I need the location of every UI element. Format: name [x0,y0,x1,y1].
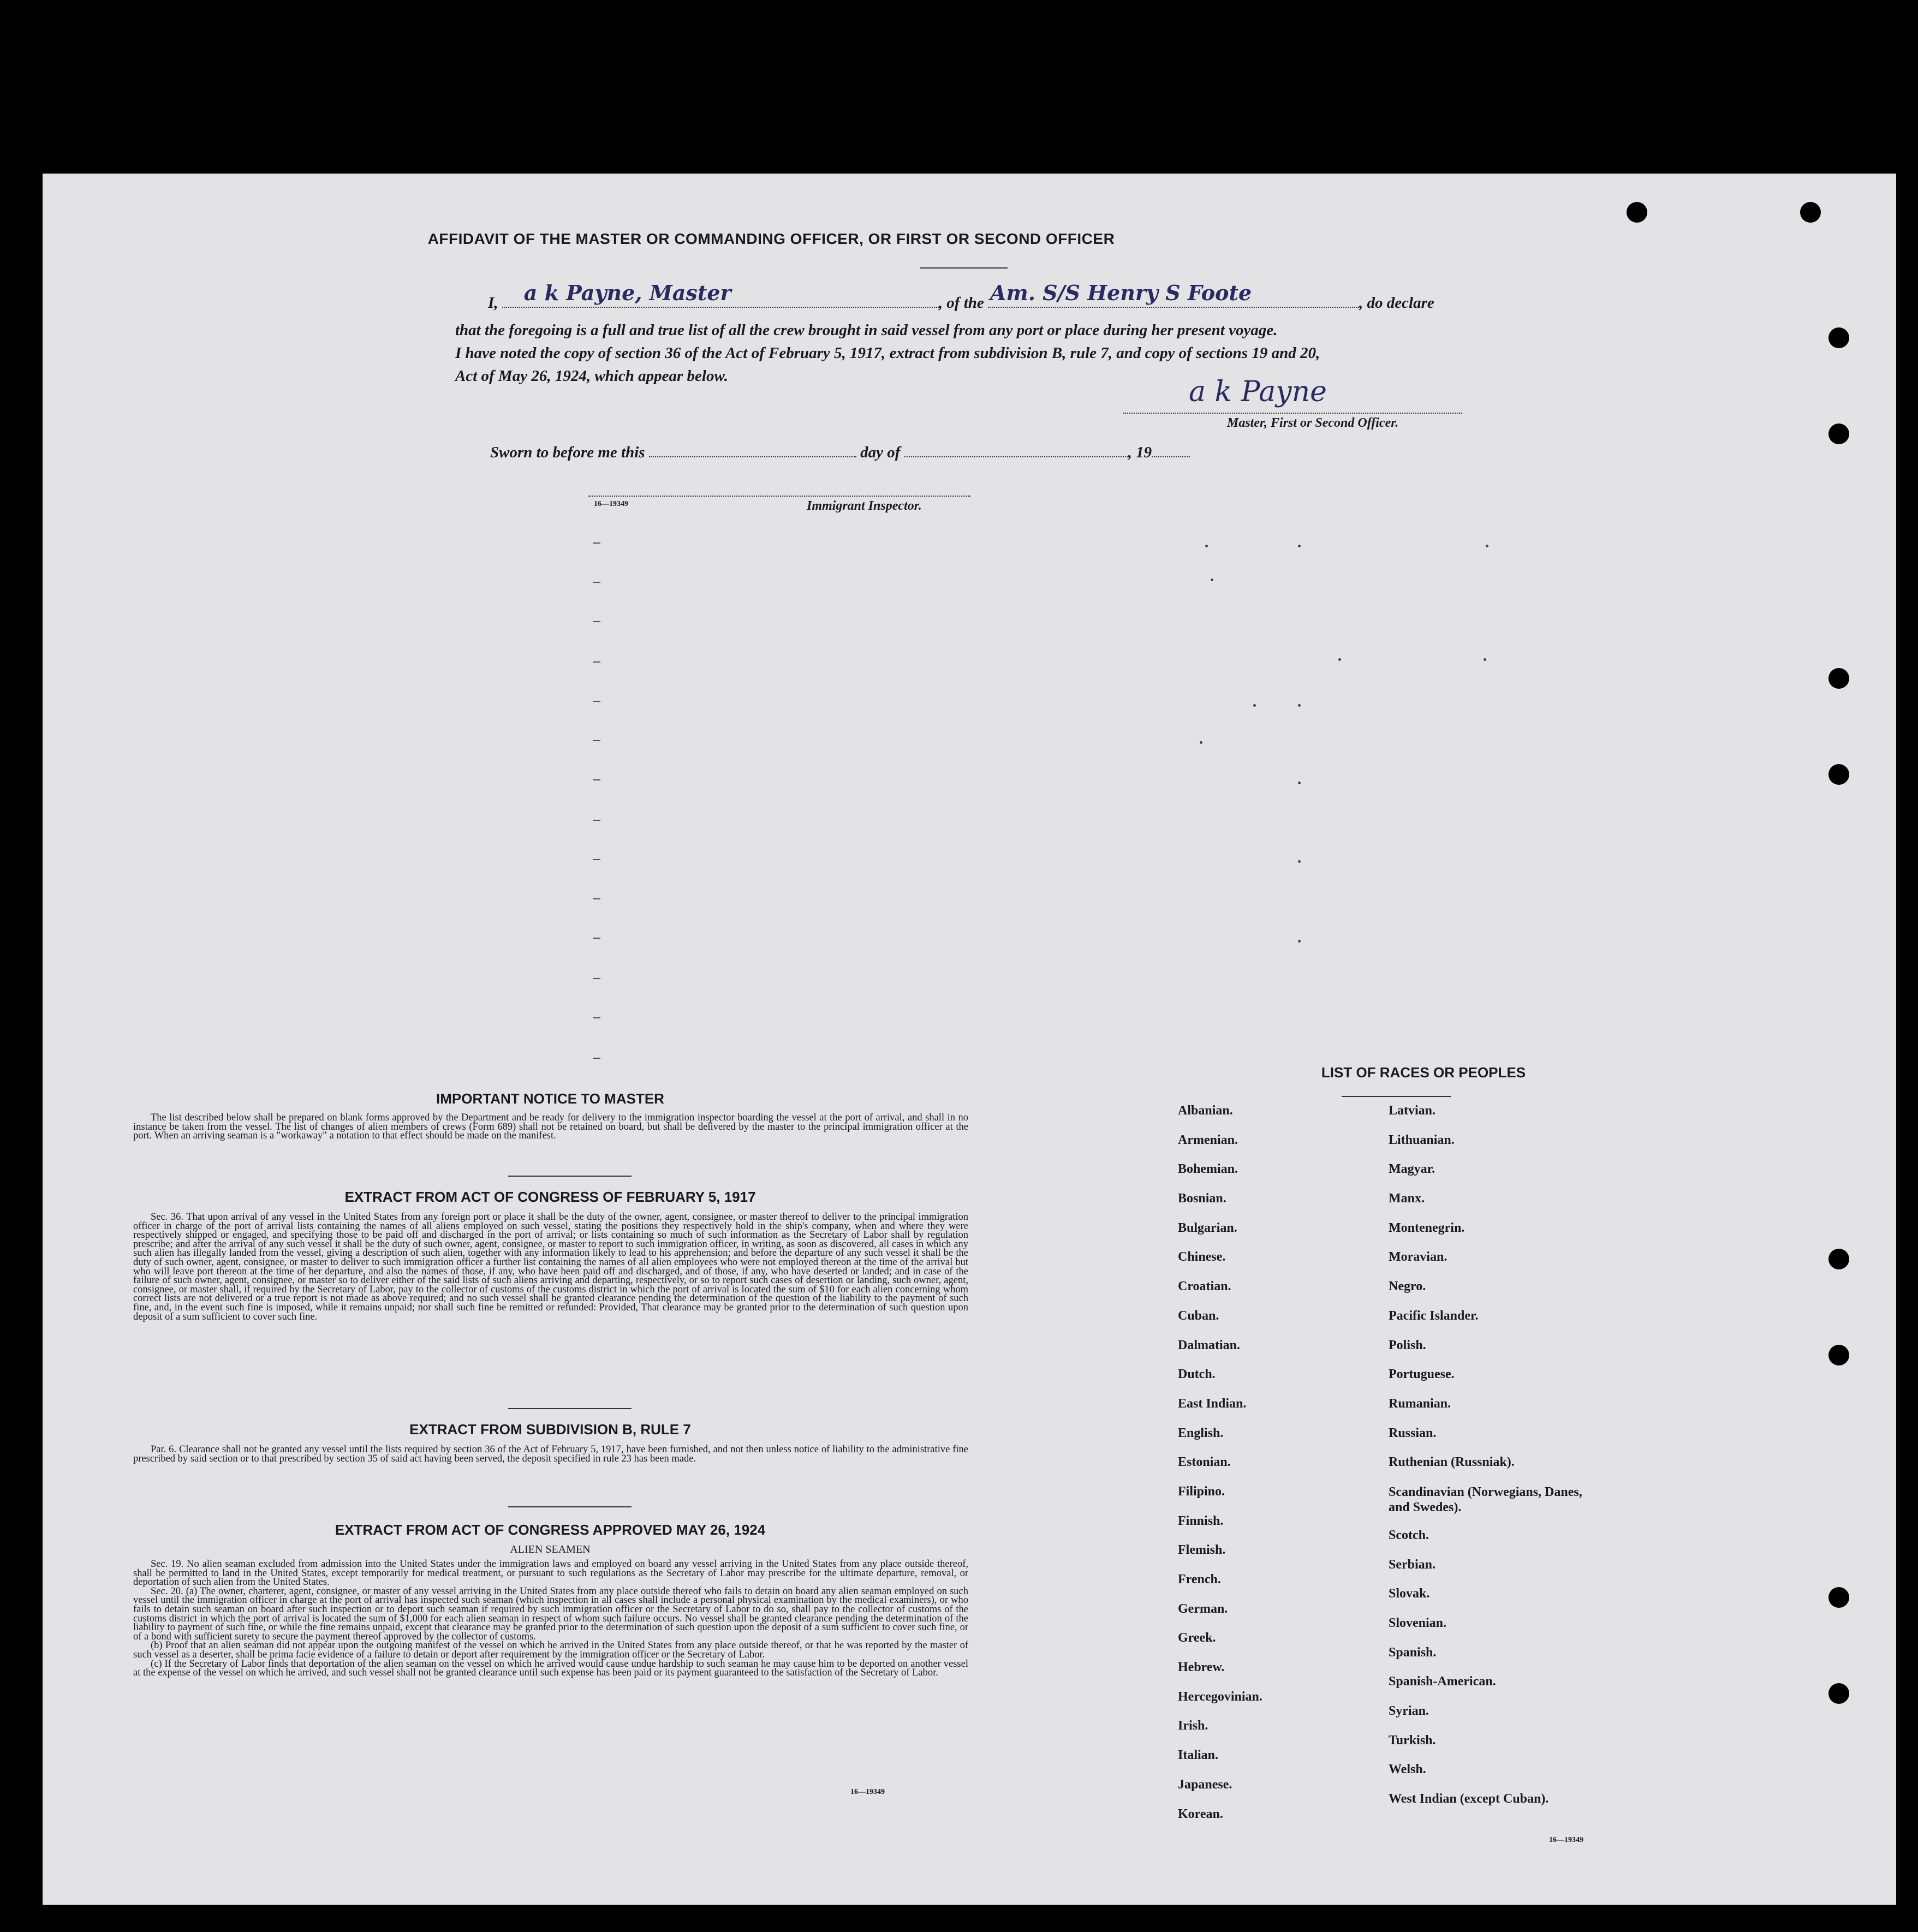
declaration-line-3: I have noted the copy of section 36 of the Act of February 5, 1917, extract from subdivision B, rule 7, and copy of sections 19 and 20, [455,344,1320,362]
stray-mark [1298,545,1301,547]
race-item: Montenegrin. [1389,1220,1465,1235]
races-column-1 [1178,1104,1374,1836]
row-tick [593,582,600,583]
day-of-label: day of [860,444,901,461]
of-the-label: , of the [938,294,984,312]
notice-title: IMPORTANT NOTICE TO MASTER [436,1090,664,1107]
race-item: Serbian. [1389,1557,1436,1572]
row-tick [593,542,600,544]
divider [508,1408,632,1409]
punch-hole [1828,1683,1849,1704]
divider [508,1176,632,1177]
race-item: Negro. [1389,1279,1426,1294]
rule-7-title: EXTRACT FROM SUBDIVISION B, RULE 7 [409,1421,691,1438]
row-tick [593,898,600,899]
race-item: Albanian. [1178,1104,1233,1118]
stray-mark [1205,545,1208,547]
year-label: , 19 [1128,444,1152,461]
race-item: Pacific Islander. [1389,1308,1479,1323]
row-tick [593,740,600,741]
race-item: Japanese. [1178,1777,1232,1792]
race-item: Lithuanian. [1389,1132,1455,1147]
race-item: English. [1178,1426,1224,1440]
stray-mark [1253,704,1256,707]
race-item: Ruthenian (Russniak). [1389,1455,1515,1470]
sworn-label: Sworn to before me this [490,444,645,461]
race-item: Manx. [1389,1191,1425,1206]
race-item: Slovenian. [1389,1616,1447,1630]
punch-hole [1828,764,1849,785]
punch-hole [1828,327,1849,348]
signature-handwriting: a k Payne [1189,375,1327,408]
punch-hole [1828,1345,1849,1365]
punch-hole [1828,1249,1849,1269]
race-item: West Indian (except Cuban). [1389,1792,1549,1806]
alien-seamen-subtitle: ALIEN SEAMEN [510,1543,591,1555]
act-1924-form-number: 16—19349 [850,1788,885,1796]
stray-mark [1338,658,1341,661]
races-column-2 [1389,1104,1672,1821]
race-item: German. [1178,1601,1228,1616]
punch-hole [1627,202,1647,223]
master-name-handwriting: a k Payne, Master [523,281,731,305]
punch-hole [1828,424,1849,444]
sworn-month-field [904,442,1128,457]
act-1917-text [133,1213,968,1321]
act-1917-title: EXTRACT FROM ACT OF CONGRESS OF FEBRUARY 5, 1917 [344,1189,756,1205]
row-tick [593,820,600,821]
race-item: Finnish. [1178,1513,1224,1528]
stray-mark [1298,782,1301,784]
races-divider [1342,1096,1451,1097]
sworn-line [490,441,1309,464]
stray-mark [1298,860,1301,863]
inspector-label: Immigrant Inspector. [807,499,922,513]
sec-20a-paragraph: Sec. 20. (a) The owner, charterer, agent, consignee, or master of any vessel arriving in the United States from any place outside thereof who fails to detain on board any alien seaman employed on such vessel until the immigration officer in charge at the port of arrival has inspected such seaman (which inspection in all cases shall include a personal physical examination by the medical examiners), or who fails to detain such seaman on board after such inspection or to deport such seaman if required by such immigration officer or the Secretary of Labor to do so, shall pay to the collector of customs of the customs district in which the port of arrival is located the sum of $1,000 for each alien seaman in respect of whom such failure occurs. No vessel shall be granted clearance pending the determination of the liability to payment of such fine, or while the fine remains unpaid, except that clearance may be granted prior to the determination of such question upon the deposit of a sum sufficient to cover such fine, or of a bond with sufficient surety to secure the payment thereof approved by the collector of customs. [133,1585,968,1642]
stray-mark [1298,704,1301,707]
row-tick [593,859,600,860]
row-tick [593,1017,600,1018]
sworn-day-field [649,442,856,457]
race-item: Spanish-American. [1389,1674,1496,1689]
row-tick [593,1058,600,1059]
race-item: Croatian. [1178,1279,1231,1294]
races-title: LIST OF RACES OR PEOPLES [1321,1064,1526,1081]
race-item: Estonian. [1178,1455,1231,1470]
race-item: Korean. [1178,1806,1223,1821]
race-item: East Indian. [1178,1396,1247,1411]
race-item: Dalmatian. [1178,1338,1240,1352]
race-item: Scotch. [1389,1528,1429,1542]
race-item: Irish. [1178,1719,1208,1733]
affidavit-form-number: 16—19349 [594,500,628,508]
inspector-line [588,496,970,497]
sec-36-paragraph: Sec. 36. That upon arrival of any vessel in the United States from any foreign port or place it shall be the duty of the owner, agent, consignee, or master thereof to deliver to the principal immigration officer in charge of the port of arrival lists containing the names of all aliens employed on such vessel, stating the positions they respectively hold in the ship's company, when and where they were respectively shipped or engaged, and specifying those to be paid off and discharged in the port of arrival; or lists containing so much of such information as the Secretary of Labor shall by regulation prescribe; and after the arrival of any such vessel it shall be the duty of such owner, agent, consignee, or master to report to such immigration officer, in writing, as soon as discovered, all cases in which any such alien has illegally landed from the vessel, giving a description of such alien, together with any information likely to lead to his apprehension; and before the departure of any such vessel it shall be the duty of such owner, agent, consignee, or master to deliver to such immigration officer a further list containing the names of all alien employees who were not employed thereon at the time of the arrival but who will leave port thereon at the time of her departure, and also the names of those, if any, who have been paid off and discharged, and of those, if any, who have deserted or landed; and in case of the failure of such owner, agent, consignee, or master so to deliver either of the said lists of such aliens arriving and departing, respectively, or so to report such cases of desertion or landing, such owner, agent, consignee, or master shall, if required by the Secretary of Labor, pay to the collector of customs of the customs district in which the port of arrival is located the sum of $10 for each alien concerning whom correct lists are not delivered or a true report is not made as above required; and no such vessel shall be granted clearance pending the determination of the question of the liability to the payment of such fine, and, in the event such fine is imposed, while it remains unpaid; nor shall such fine be remitted or refunded: Provided, That clearance may be granted prior to the determination of such question upon deposit of a sum sufficient to cover such fine. [133,1212,968,1322]
race-item: Turkish. [1389,1733,1436,1748]
race-item: Syrian. [1389,1704,1429,1719]
row-tick [593,661,600,663]
race-item: Rumanian. [1389,1396,1451,1411]
notice-paragraph: The list described below shall be prepared on blank forms approved by the Department and be ready for delivery to the immigration inspector boarding the vessel at the port of arrival, and shall in no instance be taken from the vessel. The list of changes of alien members of crews (Form 689) shall not be retained on board, but shall be delivered by the master to the principal immigration officer at the port. When an arriving seaman is a "workaway" a notation to that effect should be made on the manifest. [133,1112,968,1142]
stray-mark [1200,741,1202,744]
act-1924-title: EXTRACT FROM ACT OF CONGRESS APPROVED MAY 26, 1924 [335,1522,766,1538]
race-item: Magyar. [1389,1162,1435,1177]
sworn-year-field [1152,442,1190,457]
race-item: Cuban. [1178,1308,1219,1323]
race-item: Moravian. [1389,1250,1448,1265]
title-divider [920,267,1008,269]
race-item: Slovak. [1389,1587,1430,1601]
stray-mark [1211,579,1213,581]
race-item: Filipino. [1178,1484,1225,1499]
row-tick [593,701,600,702]
declaration-line-1 [488,281,1536,314]
race-item: Portuguese. [1389,1367,1455,1382]
race-item: Armenian. [1178,1132,1238,1147]
race-item: Bulgarian. [1178,1220,1237,1235]
race-item: Hercegovinian. [1178,1689,1262,1704]
race-item: Spanish. [1389,1645,1437,1660]
punch-hole [1828,1587,1849,1608]
race-item: Chinese. [1178,1250,1226,1265]
race-item: Russian. [1389,1426,1437,1440]
race-item: Flemish. [1178,1543,1226,1558]
stray-mark [1486,545,1488,547]
declaration-line-2: that the foregoing is a full and true list of all the crew brought in said vessel from any port or place during her present voyage. [455,321,1278,339]
punch-hole [1828,668,1849,689]
document-sheet [43,174,1896,1905]
race-item: Bosnian. [1178,1191,1226,1206]
act-1924-text [133,1560,968,1678]
declaration-line-4: Act of May 26, 1924, which appear below. [455,367,728,385]
divider [508,1506,632,1507]
sec-20c-paragraph: (c) If the Secretary of Labor finds that deportation of the alien seaman on the vessel on which he arrived would cause undue hardship to such seaman he may cause him to be deported on another vessel at the expense of the vessel on which he arrived, and such vessel shall not be granted clearance until such expense has been paid or its payment guaranteed to the satisfaction of the Secretary of Labor. [133,1658,968,1679]
race-item: Scandinavian (Norwegians, Danes, and Swedes). [1389,1484,1582,1514]
row-tick [593,621,600,622]
race-item: Polish. [1389,1338,1426,1352]
race-item: Bohemian. [1178,1162,1238,1177]
row-tick [593,779,600,780]
i-label: I, [488,294,498,312]
row-tick [593,938,600,939]
race-item: French. [1178,1572,1221,1587]
race-item: Latvian. [1389,1104,1436,1118]
rule-7-text [133,1445,968,1463]
notice-text [133,1113,968,1141]
master-name-field [502,281,939,308]
stray-mark [1484,658,1486,661]
sec-20b-paragraph: (b) Proof that an alien seaman did not appear upon the outgoing manifest of the vessel on which he arrived in the United States from any place outside thereof, or that he was reported by the master of such vessel as a deserter, shall be prima facie evidence of a failure to detain or deport after requirement by the immigration officer or the Secretary of Labor. [133,1640,968,1660]
do-declare-label: , do declare [1359,294,1434,312]
race-item: Greek. [1178,1631,1216,1645]
row-tick [593,978,600,979]
race-item: Hebrew. [1178,1660,1225,1675]
sec-19-paragraph: Sec. 19. No alien seaman excluded from admission into the United States under the immigration laws and employed on board any vessel arriving in the United States from any place outside thereof, shall be permitted to land in the United States, except temporarily for medical treatment, or pursuant to such regulations as the Secretary of Labor may prescribe for the ultimate departure, removal, or deportation of such alien from the United States. [133,1559,968,1588]
affidavit-title: AFFIDAVIT OF THE MASTER OR COMMANDING OFFICER, OR FIRST OR SECOND OFFICER [427,230,1115,247]
stray-mark [1298,940,1301,943]
signature-label: Master, First or Second Officer. [1227,416,1399,430]
par-6-paragraph: Par. 6. Clearance shall not be granted any vessel until the lists required by section 36 of the Act of February 5, 1917, have been furnished, and not then unless notice of liability to the administrative fine prescribed by said section or to that prescribed by section 35 of said act having been served, the deposit specified in rule 23 has been made. [133,1444,968,1464]
race-item: Italian. [1178,1748,1219,1763]
races-form-number: 16—19349 [1549,1836,1583,1844]
vessel-name-handwriting: Am. S/S Henry S Foote [990,281,1252,305]
race-item: Welsh. [1389,1762,1426,1777]
signature-line [1123,413,1462,414]
vessel-name-field [988,281,1359,308]
race-item: Dutch. [1178,1367,1216,1382]
punch-hole [1800,202,1821,223]
